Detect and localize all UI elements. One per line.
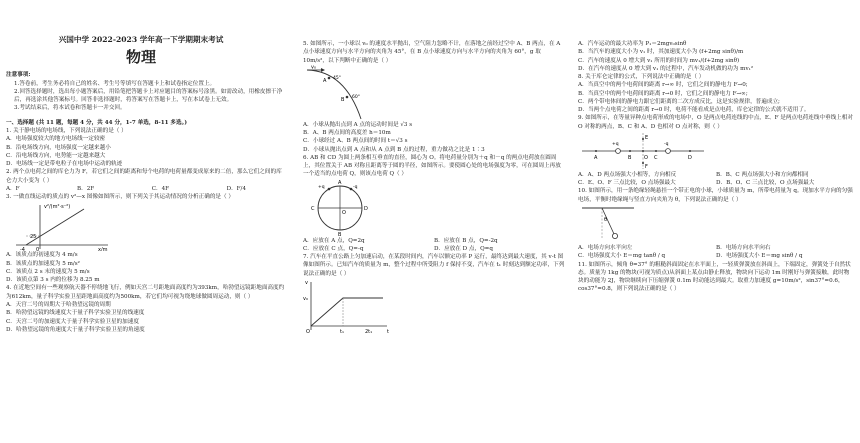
q6-option-b: B．应放在 B 点，Q=-2q <box>434 237 498 244</box>
q6-option-a: A．应放在 A 点，Q=2q <box>303 237 365 244</box>
q7-label-t1: t₁ <box>340 328 344 334</box>
column-left <box>6 0 286 334</box>
q3-option-c: C．该质点 2 s 末的速度为 5 m/s <box>6 268 90 275</box>
q9-options-row1 <box>578 171 854 179</box>
q10-figure <box>578 204 638 244</box>
section-heading: 一、选择题 (共 11 题，每题 4 分，共 44 分，1-7 单选，8-11 多选。) <box>6 119 188 126</box>
q5-point-b <box>346 95 349 98</box>
q3-option-d: D．该质点第 3 s 内的位移为 8.25 m <box>6 277 100 284</box>
q2-option-b: B．2F <box>77 185 95 192</box>
q1-option-a: A．电场强度较大的地方电场线一定较密 <box>6 136 106 143</box>
q4-option-d: D．哈勃望远镜的角速度大于量子科学实验卫星的角速度 <box>6 326 145 333</box>
column-right <box>578 40 854 294</box>
q6-options-row1 <box>303 237 565 245</box>
q5-stem: 5. 如图所示，一小球以 v₀ 的速度水平抛出，空气阻力忽略不计，在落地之前经过空中 A、B 两点，在 A 点小球速度方向与水平方向的夹角为 45°，在 B 点小球速度方向与水平方向的夹角为 60°，g 取 10m/s²，以下判断中正确的是（ ） <box>303 41 561 64</box>
q3-y-label: v²/(m²·s⁻²) <box>44 204 71 211</box>
q7-label-t: t <box>387 328 389 334</box>
q6-charge-minus <box>350 187 353 190</box>
q9-option-c: C．E、O、F 三点比较，O 点场强最大 <box>578 180 676 187</box>
q5-option-b: B．A、B 两点间的高度差 h＝10m <box>303 130 391 137</box>
q9-options-row2 <box>578 179 854 187</box>
q3-option-b: B．该质点的加速度为 5 m/s² <box>6 260 80 267</box>
q9-point-a <box>595 150 597 152</box>
q2-option-a: A．F <box>6 185 20 192</box>
q9-label-b: B <box>628 154 632 161</box>
q7-label-o: O <box>306 328 310 334</box>
q6-option-c: C．应放在 C 点，Q=-q <box>303 245 364 252</box>
q9-point-c <box>655 150 657 152</box>
q9-label-c: C <box>654 154 658 161</box>
q9-label-a: A <box>594 154 598 161</box>
q6-label-o: O <box>342 209 346 216</box>
q7-label-2t1: 2t₁ <box>365 328 373 334</box>
q8-option-c: C．两个带电体间的静电力跟它们距离的二次方成反比，这是实验规律，普遍成立; <box>578 98 780 105</box>
q6-figure <box>305 179 375 237</box>
q10-option-a: A．电场方向水平向左 <box>578 244 633 251</box>
q7-stem: 7. 汽车在平直公路上匀加速启动，在某段时间内，汽车以额定功率 P 运行，最终达到最大速度，其 v-t 图像如图所示。已知汽车的质量为 m，整个过程中所受阻力 f 保持不变，汽车在 t₁ 时刻达到额定功率，下列说法正确的是（ ） <box>303 254 565 277</box>
q2-stem: 2. 两个点电荷之间的库仑力为 F，若它们之间的距离和每个电荷的电荷量都变成原来的二倍，那么它们之间的库仑力大小变为（ ） <box>6 169 282 184</box>
q5-label-b: B <box>341 96 345 103</box>
q9-label-f: F <box>645 163 648 170</box>
q3-x-value: -4 <box>20 247 25 252</box>
q6-charge-plus <box>328 187 331 190</box>
q10-option-d: D．电场强度大小 E＝mg sinθ / q <box>716 253 803 260</box>
subject-title: 物理 <box>125 48 156 67</box>
q1-option-d: D．电场线一定是带电粒子在电场中运动的轨迹 <box>6 161 123 168</box>
q4-option-c: C．天宫二号的加速度大于量子科学实验卫星的加速度 <box>6 318 139 325</box>
q9-option-b: B．B、C 两点场强大小和方向都相同 <box>716 171 809 178</box>
q2-options <box>6 185 286 193</box>
q10-ball <box>612 233 617 238</box>
column-middle <box>303 40 565 334</box>
q9-point-o <box>642 150 644 152</box>
q3-origin: 0 <box>36 247 40 252</box>
q9-option-a: A．A、D 两点场强大小相等，方向相反 <box>578 171 677 178</box>
q9-point-b <box>629 150 631 152</box>
q9-stem: 9. 如图所示，在等量异种点电荷形成的电场中，O 是两点电荷连线的中点，E、F 是两点电荷连线中垂线上相对 O 对称的两点，B、C 和 A、D 也相对 O 点对称，则（ ） <box>578 115 853 130</box>
q10-stem: 10. 如图所示，用一条绝缘轻绳悬挂一个带正电的小球，小球质量为 m，所带电荷量为 q。现加水平方向的匀强电场，平衡时绝缘绳与竖直方向夹角为 θ，下列说法正确的是（ ） <box>578 188 853 203</box>
q9-charge-plus <box>616 149 621 154</box>
q10-option-b: B．电场方向水平向右 <box>716 244 771 251</box>
q1-option-c: C．沿电场线方向，电势能一定越来越大 <box>6 152 106 159</box>
q9-figure <box>578 131 708 171</box>
q4-option-a: A．天宫二号的周期大于哈勃望远镜的周期 <box>6 302 111 308</box>
q4-stem: 4. 在近地空间有一些观察航天器不停绕地飞行，例如天宫二号距地面高度约为393km，哈勃望远镜距地面高度约为612km，量子科学实验卫星距地面高度约为500km，若它们均可视为绕地球做圆周运动，则（ ） <box>6 285 285 300</box>
q7-option-a: A．汽车运动的最大功率为 P₁＝2mgv₀sinθ <box>578 41 687 47</box>
note-item: 2.回答选择题时，选出每小题答案后，用铅笔把答题卡上对应题目的答案标号涂黑。如需改动，用橡皮擦干净后，再选涂其他答案标号。回答非选择题时，将答案写在答题卡上，写在本试卷上无效。 <box>14 88 283 104</box>
q11-stem: 11. 如图所示，倾角 θ=37° 的粗糙斜面固定在水平面上，一轻质弹簧放在斜面上，下端固定，弹簧处于自然状态。质量为 1kg 的物块(可视为质点)从斜面上某点由静止释放，物块向下运动 1m 时刚好与弹簧接触，此时物块的动能为 2J，物块继续向下压缩弹簧 0.1m 时动能达到最大。取重力加速度 g=10m/s²，sin37°=0.6，cos37°=0.8，则下列说法正确的是（ ） <box>578 261 851 293</box>
q3-graph <box>6 201 116 251</box>
q5-point-a <box>328 76 331 79</box>
q9-label-minus-q: -q <box>664 141 669 147</box>
q5-option-d: D．小球从抛出点到 A 点和从 A 点到 B 点的过程，重力做功之比是 1∶3 <box>303 146 485 153</box>
q1-option-b: B．沿电场线方向，电场强度一定越来越小 <box>6 144 111 151</box>
q6-label-c: C <box>311 205 315 212</box>
q1-stem: 1. 关于静电场的电场线，下列说法正确的是（ ） <box>6 128 127 135</box>
q2-option-d: D．F/4 <box>226 185 246 192</box>
q6-options-row2 <box>303 245 565 253</box>
q8-stem: 8. 关于库仑定律的公式，下列说法中正确的是（ ） <box>578 74 705 81</box>
q8-option-d: D．当两个点电荷之间的距离 r→0 时，电荷不能看成是点电荷，库仑定律的公式就不适用了。 <box>578 107 810 114</box>
q9-label-d: D <box>688 154 692 161</box>
q9-label-o: O <box>644 154 648 161</box>
q9-label-e: E <box>645 134 649 141</box>
q3-stem: 3. 一做直线运动的质点的 v²—x 图像如图所示，则下列关于其运动情况的分析正确的是（ ） <box>6 194 234 201</box>
q3-option-a: A．该质点的初速度为 4 m/s <box>6 252 78 259</box>
q5-option-a: A．小球从抛出点到 A 点的运动时间是 √3 s <box>303 121 413 128</box>
q6-stem: 6. AB 和 CD 为圆上两条相互垂直的直径，圆心为 O。将电荷量分别为＋q 和－q 的两点电荷放在圆周上，其位置关于 AB 对称且距离等于圆的半径，如图所示。要使圆心处的电场强度为零，可在圆周上再放一个适当的点电荷 Q，则该点电荷 Q（ ） <box>303 154 561 178</box>
q5-figure <box>303 65 413 121</box>
q5-option-c: C．小球经过 A、B 两点间的时间 t＝√3 s <box>303 138 408 145</box>
q7-label-v: v <box>305 279 308 286</box>
q9-label-plus-q: +q <box>612 141 619 147</box>
q2-option-c: C．4F <box>151 185 170 192</box>
notes-heading: 注意事项: <box>6 72 31 79</box>
exam-title: 兴国中学 2022-2023 学年高一下学期期末考试 <box>58 35 224 44</box>
q9-point-d <box>689 150 691 152</box>
q9-point-e <box>642 138 644 140</box>
q3-y-value: 25 <box>30 234 37 241</box>
q7-option-c: C．汽车的速度从 0 增大到 v₁ 所用的时间为 mv₁/(f+2mg sinθ) <box>578 57 740 64</box>
q5-v0-arrowhead <box>321 68 325 72</box>
q3-x-label: x/m <box>98 247 108 252</box>
note-item: 1.答卷前，考生务必将自己的姓名、考生号等填写在答题卡上和试卷指定位置上。 <box>14 80 216 87</box>
q5-label-60: 60° <box>352 94 360 100</box>
q6-option-d: D．应放在 D 点，Q=q <box>434 245 493 252</box>
q5-label-a: A <box>323 77 327 84</box>
q5-label-45: 45° <box>333 75 341 81</box>
q6-label-d: D <box>364 205 368 212</box>
q8-option-b: B．当真空中的两个电荷间的距离 r→0 时，它们之间的静电力 F→∞; <box>578 90 748 97</box>
q6-label-minus-q: -q <box>353 184 358 190</box>
note-item: 3.考试结束后，将本试卷和答题卡一并交回。 <box>14 105 126 112</box>
q7-vt-curve <box>311 298 383 326</box>
q9-charge-minus <box>666 149 671 154</box>
q5-label-v0: v₀ <box>311 64 316 71</box>
q7-option-d: D．在汽车的速度从 0 增大到 v₁ 的过程中，汽车发动机做的功为 mv₁² <box>578 65 754 72</box>
q6-label-a: A <box>338 179 342 186</box>
q10-options-row1 <box>578 244 854 252</box>
q7-option-b: B．当汽车的速度大小为 v₁ 时，其加速度大小为 (f+2mg sinθ)/m <box>578 49 744 56</box>
q10-option-c: C．电场强度大小 E＝mg tanθ / q <box>578 253 666 260</box>
q9-point-f <box>642 162 644 164</box>
q7-label-v0: v₀ <box>303 295 308 302</box>
q6-label-b: B <box>338 231 342 237</box>
q8-option-a: A．当真空中的两个电荷间的距离 r→∞ 时，它们之间的静电力 F→0; <box>578 82 748 89</box>
q6-label-plus-q: +q <box>318 184 325 190</box>
q7-figure <box>303 278 393 334</box>
q10-label-theta: θ <box>604 216 608 223</box>
q9-option-d: D．B、O、C 三点比较，O 点场强最大 <box>716 180 815 187</box>
q4-option-b: B．哈勃望远镜的线速度大于量子科学实验卫星的线速度 <box>6 310 145 317</box>
q10-options-row2 <box>578 252 854 260</box>
